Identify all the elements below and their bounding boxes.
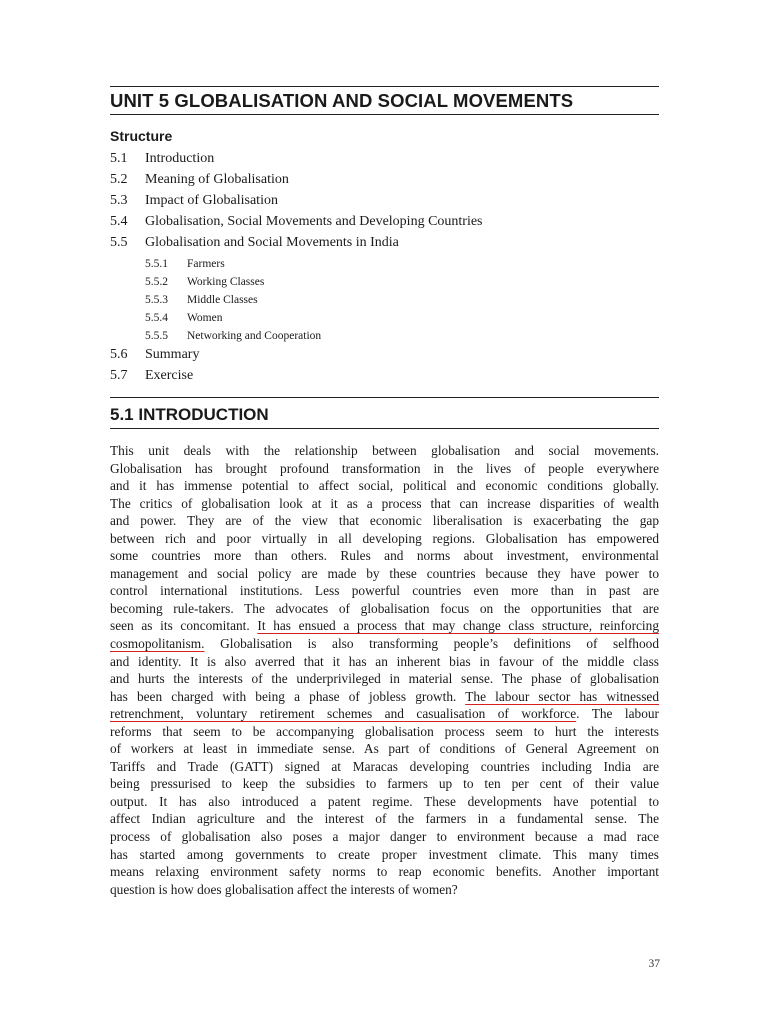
text-line — [110, 810, 659, 828]
text-line — [110, 775, 659, 793]
toc-number: 5.5.3 — [145, 294, 168, 306]
text-segment: and it has immense potential to affect social, political and economic conditions globally. — [110, 478, 659, 494]
text-line — [110, 477, 659, 495]
text-segment: Globalisation has brought profound transformation in the lives of people everywhere — [110, 460, 659, 476]
text-line — [110, 863, 659, 881]
section-title: 5.1 INTRODUCTION — [110, 405, 269, 424]
toc-number: 5.5.1 — [145, 258, 168, 270]
toc-number: 5.5 — [110, 235, 128, 250]
text-segment: management and social policy are made by these countries because they have power to — [110, 565, 659, 581]
text-line — [110, 635, 659, 653]
text-line — [110, 512, 659, 530]
text-segment: Tariffs and Trade (GATT) signed at Maracas developing countries including India are — [110, 758, 659, 774]
text-segment: between rich and poor virtually in all developing regions. Globalisation has empowered — [110, 530, 659, 546]
toc-number: 5.1 — [110, 151, 128, 166]
underlined-text: cosmopolitanism. — [110, 636, 205, 652]
page-number: 37 — [648, 958, 660, 970]
toc-item — [145, 294, 258, 306]
text-segment: has started among governments to create proper investment climate. This many times — [110, 846, 659, 862]
toc-number: 5.3 — [110, 193, 128, 208]
text-segment: This unit deals with the relationship between globalisation and social movements. — [110, 443, 659, 458]
toc-label: Meaning of Globalisation — [145, 172, 289, 187]
text-segment: has been charged with being a phase of jobless growth. — [110, 688, 466, 704]
underlined-text: retrenchment, voluntary retirement schemes and casualisation of workforce — [110, 706, 577, 722]
unit-title: UNIT 5 GLOBALISATION AND SOCIAL MOVEMENTS — [110, 90, 574, 111]
toc-item — [145, 312, 222, 324]
text-segment: affect Indian agriculture and the interest of the farmers in a fundamental sense. The — [110, 811, 659, 827]
toc-label: Farmers — [187, 258, 225, 270]
text-line — [110, 828, 659, 846]
toc-item — [110, 214, 483, 230]
text-segment: some countries more than others. Rules and norms about investment, environmental — [110, 548, 659, 564]
text-segment: and hurts the interests of the underprivileged in material sense. The phase of globalisation — [110, 671, 659, 687]
text-segment: seen as its concomitant. — [110, 618, 258, 634]
toc-item — [145, 330, 321, 342]
toc-item — [145, 276, 264, 288]
text-line — [110, 723, 659, 741]
text-line — [110, 495, 659, 513]
text-line — [110, 758, 659, 776]
introduction-paragraph — [110, 442, 659, 898]
underlined-text: It has ensued a process that may change class structure, reinforcing — [257, 618, 659, 634]
text-segment: process of globalisation also poses a major danger to environment because a mad race — [110, 829, 659, 845]
toc-number: 5.4 — [110, 214, 128, 229]
section-rule-top — [110, 397, 659, 398]
title-rule-top — [110, 86, 659, 87]
toc-number: 5.6 — [110, 347, 128, 362]
toc-item — [110, 368, 193, 384]
text-segment: and identity. It is also averred that it has an inherent bias in favour of the middle class — [110, 653, 659, 669]
toc-number: 5.2 — [110, 172, 128, 187]
toc-item — [110, 347, 199, 363]
text-line — [110, 670, 659, 688]
text-line — [110, 653, 659, 671]
text-segment: control international institutions. Less powerful countries even more than in past are — [110, 583, 659, 599]
text-segment: reforms that seem to be accompanying globalisation process seem to hurt the interests — [110, 723, 659, 739]
toc-number: 5.7 — [110, 368, 128, 383]
text-line — [110, 442, 659, 460]
toc-number: 5.5.5 — [145, 330, 168, 342]
text-line — [110, 617, 659, 635]
structure-heading: Structure — [110, 128, 173, 144]
text-segment: The critics of globalisation look at it as a process that can increase disparities of wealth — [110, 495, 659, 511]
toc-number: 5.5.4 — [145, 312, 168, 324]
toc-item — [110, 235, 399, 251]
toc-label: Introduction — [145, 151, 215, 166]
toc-item — [145, 258, 225, 270]
text-line — [110, 460, 659, 478]
text-segment: and power. They are of the view that economic liberalisation is exacerbating the gap — [110, 513, 659, 529]
text-segment: becoming rule-takers. The advocates of globalisation focus on the opportunities that are — [110, 600, 659, 616]
text-line — [110, 881, 659, 899]
text-segment: of workers at least in immediate sense. As part of conditions of General Agreement on — [110, 741, 659, 757]
text-segment: Globalisation is also transforming people’s definitions of selfhood — [204, 636, 659, 652]
toc-label: Impact of Globalisation — [145, 193, 278, 208]
toc-label: Globalisation, Social Movements and Developing Countries — [145, 214, 483, 229]
text-line — [110, 547, 659, 565]
underlined-text: The labour sector has witnessed — [465, 688, 660, 704]
toc-label: Middle Classes — [187, 294, 258, 306]
text-line — [110, 688, 659, 706]
toc-number: 5.5.2 — [145, 276, 168, 288]
text-segment: . The labour — [576, 706, 659, 722]
text-line — [110, 530, 659, 548]
toc-item — [110, 151, 214, 167]
text-segment: being pressurised to keep the subsidies to farmers up to ten per cent of their value — [110, 776, 659, 792]
text-line — [110, 565, 659, 583]
section-rule-bottom — [110, 428, 659, 429]
toc-label: Summary — [145, 347, 200, 362]
text-line — [110, 600, 659, 618]
toc-label: Exercise — [145, 368, 194, 383]
toc-label: Networking and Cooperation — [187, 330, 322, 342]
toc-label: Globalisation and Social Movements in India — [145, 235, 399, 250]
text-line — [110, 846, 659, 864]
text-line — [110, 582, 659, 600]
text-line — [110, 793, 659, 811]
text-segment: means relaxing environment safety norms to reap economic benefits. Another important — [110, 864, 659, 880]
toc-label: Women — [187, 312, 223, 324]
toc-label: Working Classes — [187, 276, 265, 288]
text-segment: output. It has also introduced a patent regime. These developments have potential to — [110, 793, 659, 809]
title-rule-bottom — [110, 114, 659, 115]
toc-item — [110, 172, 289, 188]
text-line — [110, 740, 659, 758]
text-line — [110, 705, 659, 723]
toc-item — [110, 193, 278, 209]
text-segment: question is how does globalisation affect the interests of women? — [110, 881, 458, 897]
